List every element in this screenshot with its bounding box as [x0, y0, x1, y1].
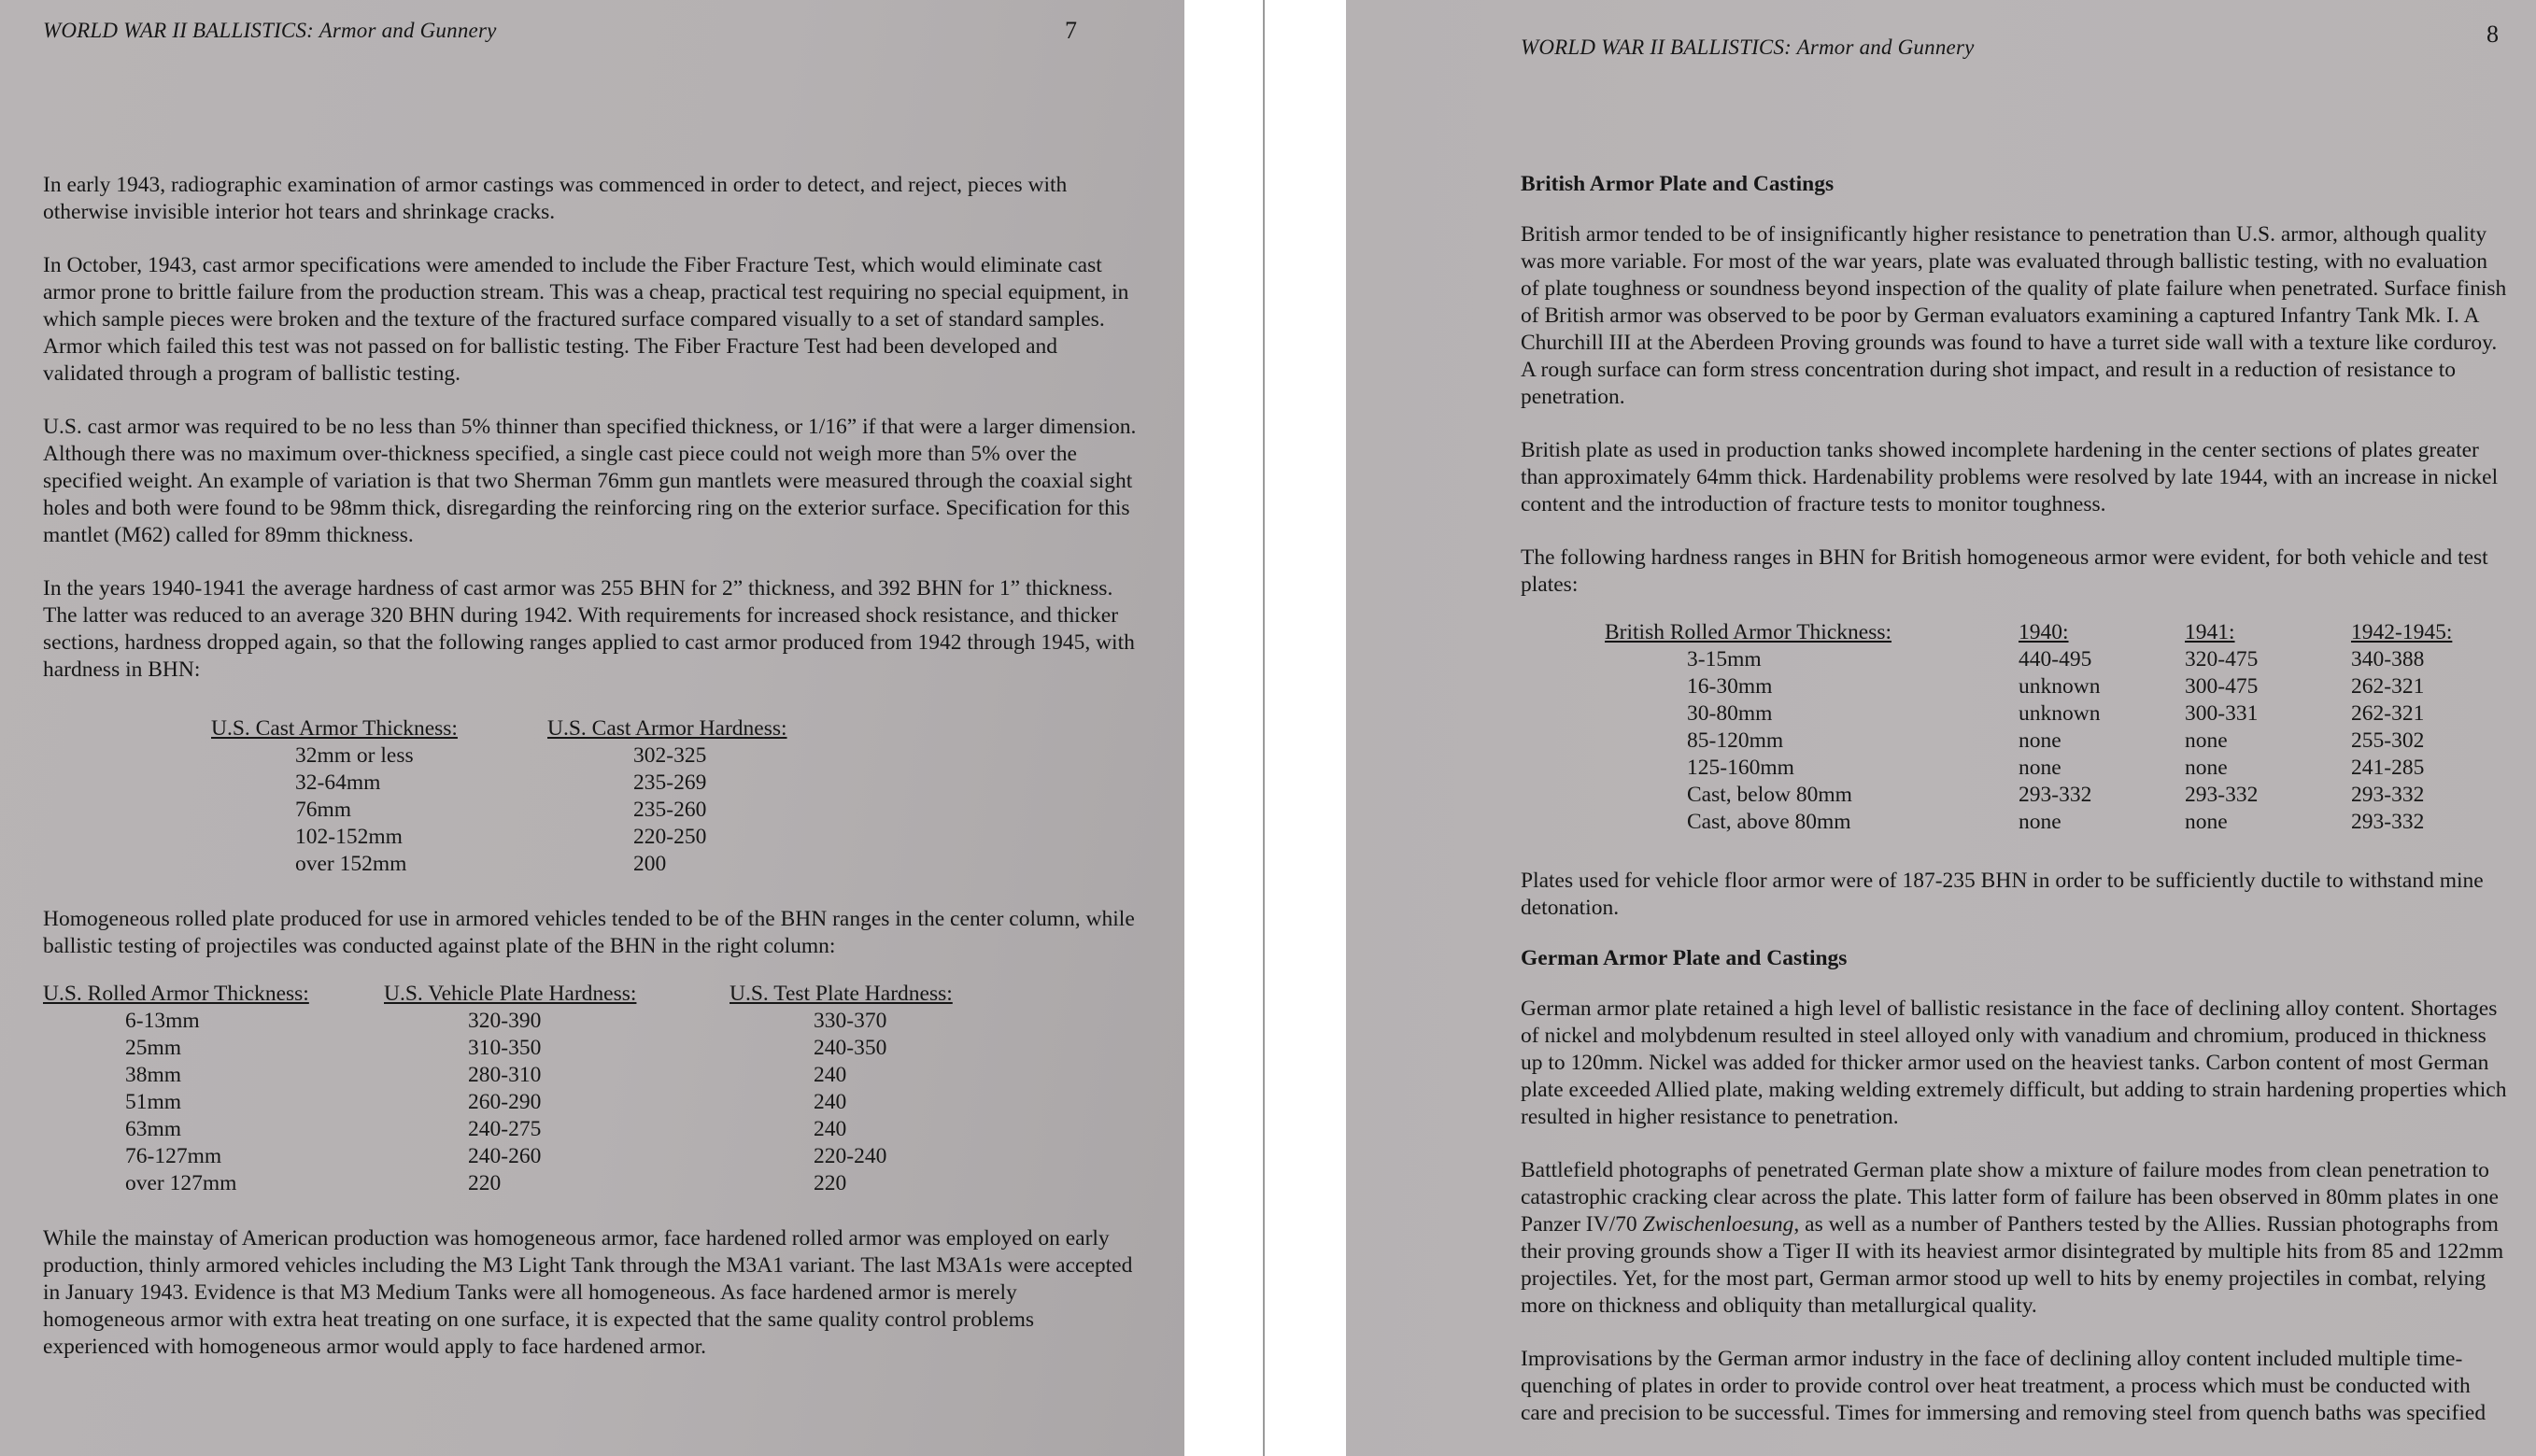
table-row — [211, 742, 787, 770]
table-row — [1605, 809, 2452, 836]
table-cell: none — [2185, 810, 2228, 834]
table-row — [211, 851, 787, 878]
table-cell: Cast, above 80mm — [1687, 810, 1851, 834]
column-header: 1941: — [2185, 620, 2235, 644]
table-cell: 76mm — [295, 798, 352, 822]
column-header: U.S. Test Plate Hardness: — [730, 982, 953, 1006]
table-cell: unknown — [2019, 701, 2101, 726]
left-page — [0, 0, 1184, 1456]
paragraph-german-alloy: German armor plate retained a high level of ballistic resistance in the face of declining alloy content. Shortages of nickel and molybdenum resulted in steel alloyed only with vanadium and chromium, produced in thickness up to 120mm. Nickel was added for thicker armor used on the heaviest tanks. Carbon content of most German plate exceeded Allied plate, making welding extremely difficult, but adding to strain hardening properties which resulted in higher resistance to penetration. — [1521, 997, 2507, 1129]
paragraph-cast-thickness: U.S. cast armor was required to be no less than 5% thinner than specified thickness, or 1/16” if that were a larger dimension. Although there was no maximum over-thickness specified, a single cast piece could not weigh more than 5% over the specified weight. An example of variation is that two Sherman 76mm gun mantlets were measured through the coaxial sight holes and both were found to be 98mm thick, disregarding the reinforcing ring on the exterior surface. Specification for this mantlet (M62) called for 89mm thickness. — [43, 415, 1137, 547]
cast-armor-table — [211, 715, 787, 878]
paragraph-british-ranges: The following hardness ranges in BHN for British homogeneous armor were evident, for both vehicle and test plates: — [1521, 545, 2488, 597]
running-head: WORLD WAR II BALLISTICS: Armor and Gunnery — [43, 19, 497, 42]
table-cell: Cast, below 80mm — [1687, 783, 1852, 807]
column-header: British Rolled Armor Thickness: — [1605, 620, 1892, 644]
table-row — [1605, 782, 2452, 809]
table-cell: over 127mm — [125, 1171, 237, 1195]
table-cell: 85-120mm — [1687, 728, 1784, 753]
table-cell: 300-331 — [2185, 701, 2259, 726]
table-cell: 51mm — [125, 1090, 182, 1114]
paragraph-floor-armor: Plates used for vehicle floor armor were of 187-235 BHN in order to be sufficiently ductile to withstand mine detonation. — [1521, 869, 2484, 920]
table-row — [1605, 728, 2452, 755]
table-cell: 240-260 — [468, 1144, 542, 1168]
table-cell: 293-332 — [2019, 783, 2092, 807]
table-cell: 240-275 — [468, 1117, 542, 1141]
table-cell: 102-152mm — [295, 825, 403, 849]
table-row — [211, 824, 787, 851]
table-cell: unknown — [2019, 674, 2101, 699]
table-row — [43, 1170, 953, 1197]
column-header: U.S. Vehicle Plate Hardness: — [384, 982, 637, 1006]
table-cell: 262-321 — [2351, 701, 2425, 726]
column-header: 1942-1945: — [2351, 620, 2453, 644]
table-cell: over 152mm — [295, 852, 407, 876]
table-cell: 63mm — [125, 1117, 182, 1141]
table-cell: 260-290 — [468, 1090, 542, 1114]
page-number: 8 — [2486, 21, 2499, 48]
table-cell: 220 — [468, 1171, 502, 1195]
table-row — [1605, 755, 2452, 782]
table-cell: 200 — [633, 852, 667, 876]
table-cell: 240 — [814, 1117, 847, 1141]
table-cell: 32-64mm — [295, 770, 381, 795]
table-cell: 235-269 — [633, 770, 707, 795]
table-cell: 320-475 — [2185, 647, 2259, 671]
right-page — [1346, 0, 2536, 1456]
table-cell: none — [2185, 756, 2228, 780]
table-cell: 220-240 — [814, 1144, 887, 1168]
column-header: 1940: — [2019, 620, 2069, 644]
british-armor-table — [1605, 619, 2452, 836]
table-cell: 235-260 — [633, 798, 707, 822]
table-cell: 293-332 — [2351, 783, 2425, 807]
table-cell: 302-325 — [633, 743, 707, 768]
table-cell: 293-332 — [2351, 810, 2425, 834]
paragraph-british-quality: British armor tended to be of insignificantly higher resistance to penetration than U.S. armor, although quality was more variable. For most of the war years, plate was evaluated through ballistic testing, with no evaluation of plate toughness or soundness beyond inspection of the quality of plate failure when penetrated. Surface finish of British armor was observed to be poor by German evaluators examining a captured Infantry Tank Mk. I. A Churchill III at the Aberdeen Proving grounds was found to have a turret side wall with a texture like corduroy. A rough surface can form stress concentration during shot impact, and result in a reduction of resistance to penetration. — [1521, 222, 2507, 409]
table-cell: 25mm — [125, 1036, 182, 1060]
section-heading-british: British Armor Plate and Castings — [1521, 172, 1835, 196]
paragraph-british-hardening: British plate as used in production tanks showed incomplete hardening in the center sections of plates greater than approximately 64mm thick. Hardenability problems were resolved by late 1944, with an increase in nickel content and the introduction of fracture tests to monitor toughness. — [1521, 438, 2499, 516]
paragraph-radiographic: In early 1943, radiographic examination of armor castings was commenced in order to detect, and reject, pieces with otherwise invisible interior hot tears and shrinkage cracks. — [43, 173, 1068, 224]
page-number: 7 — [1065, 17, 1077, 44]
paragraph-german-failure — [1521, 1157, 2508, 1320]
running-head: WORLD WAR II BALLISTICS: Armor and Gunnery — [1521, 35, 1975, 59]
table-cell: 32mm or less — [295, 743, 414, 768]
table-cell: 76-127mm — [125, 1144, 222, 1168]
table-cell: 255-302 — [2351, 728, 2425, 753]
page-gutter — [1263, 0, 1265, 1456]
table-row — [43, 1035, 953, 1062]
paragraph-fiber-fracture: In October, 1943, cast armor specifications were amended to include the Fiber Fracture Test, which would eliminate cast armor prone to brittle failure from the production stream. This was a cheap, practical test requiring no special equipment, in which sample pieces were broken and the texture of the fractured surface compared visually to a set of standard samples. Armor which failed this test was not passed on for ballistic testing. The Fiber Fracture Test had been developed and validated through a program of ballistic testing. — [43, 253, 1129, 386]
section-heading-german: German Armor Plate and Castings — [1521, 946, 1848, 970]
table-cell: 3-15mm — [1687, 647, 1762, 671]
table-cell: none — [2019, 756, 2061, 780]
table-cell: 240 — [814, 1063, 847, 1087]
table-row — [1605, 646, 2452, 673]
table-cell: 310-350 — [468, 1036, 542, 1060]
table-cell: 125-160mm — [1687, 756, 1794, 780]
column-header: U.S. Rolled Armor Thickness: — [43, 982, 309, 1006]
column-header: U.S. Cast Armor Hardness: — [547, 716, 787, 741]
table-cell: 220-250 — [633, 825, 707, 849]
table-cell: none — [2019, 810, 2061, 834]
table-cell: 38mm — [125, 1063, 182, 1087]
table-cell: 320-390 — [468, 1009, 542, 1033]
table-cell: 240-350 — [814, 1036, 887, 1060]
text-run: Battlefield photographs of penetrated German plate show a mixture of failure modes from clean penetration to catastrophic cracking clear across the plate. This latter form of failure has been observed in 80mm plates in one Panzer IV/70 — [1521, 1158, 2499, 1237]
table-header-row — [211, 715, 787, 742]
table-cell: none — [2185, 728, 2228, 753]
paragraph-cast-hardness: In the years 1940-1941 the average hardness of cast armor was 255 BHN for 2” thickness, and 392 BHN for 1” thickness. The latter was reduced to an average 320 BHN during 1942. With requirements for increased shock resistance, and thicker sections, hardness dropped again, so that the following ranges applied to cast armor produced from 1942 through 1945, with hardness in BHN: — [43, 576, 1135, 682]
table-cell: none — [2019, 728, 2061, 753]
table-cell: 262-321 — [2351, 674, 2425, 699]
paragraph-face-hardened: While the mainstay of American production was homogeneous armor, face hardened rolled armor was employed on early production, thinly armored vehicles including the M3 Light Tank through the M3A1 variant. The last M3A1s were accepted in January 1943. Evidence is that M3 Medium Tanks were all homogeneous. As face hardened armor is merely homogeneous armor with extra heat treating on one surface, it is expected that the same quality control problems experienced with homogeneous armor would apply to face hardened armor. — [43, 1226, 1133, 1359]
table-row — [43, 1116, 953, 1143]
table-row — [1605, 700, 2452, 728]
table-cell: 220 — [814, 1171, 847, 1195]
paragraph-rolled-intro: Homogeneous rolled plate produced for use in armored vehicles tended to be of the BHN ranges in the center column, while ballistic testing of projectiles was conducted against plate of the BHN in the right column: — [43, 907, 1135, 958]
table-row — [1605, 673, 2452, 700]
table-cell: 240 — [814, 1090, 847, 1114]
column-header: U.S. Cast Armor Thickness: — [211, 716, 458, 741]
table-row — [211, 770, 787, 797]
table-row — [211, 797, 787, 824]
table-cell: 30-80mm — [1687, 701, 1773, 726]
italic-term: Zwischenloesung — [1642, 1212, 1794, 1237]
table-cell: 300-475 — [2185, 674, 2259, 699]
table-header-row — [1605, 619, 2452, 646]
table-row — [43, 1008, 953, 1035]
table-cell: 6-13mm — [125, 1009, 200, 1033]
text-run: , as well as a number of Panthers tested by the Allies. Russian photographs from their proving grounds show a Tiger II with its heaviest armor disintegrated by multiple hits from 85 and 122mm projectiles. Yet, for the most part, German armor stood up well to hits by enemy projectiles in combat, relying more on thickness and obliquity than metallurgical quality. — [1521, 1212, 2504, 1318]
table-cell: 280-310 — [468, 1063, 542, 1087]
table-row — [43, 1089, 953, 1116]
table-row — [43, 1143, 953, 1170]
rolled-armor-table — [43, 981, 953, 1197]
table-cell: 330-370 — [814, 1009, 887, 1033]
table-cell: 440-495 — [2019, 647, 2092, 671]
table-cell: 241-285 — [2351, 756, 2425, 780]
table-row — [43, 1062, 953, 1089]
table-header-row — [43, 981, 953, 1008]
table-cell: 16-30mm — [1687, 674, 1773, 699]
table-cell: 340-388 — [2351, 647, 2425, 671]
paragraph-german-improvisations: Improvisations by the German armor industry in the face of declining alloy content included multiple time-quenching of plates in order to provide control over heat treatment, a process which must be conducted with care and precision to be successful. Times for immersing and removing steel from quench baths was specified — [1521, 1347, 2486, 1425]
table-cell: 293-332 — [2185, 783, 2259, 807]
